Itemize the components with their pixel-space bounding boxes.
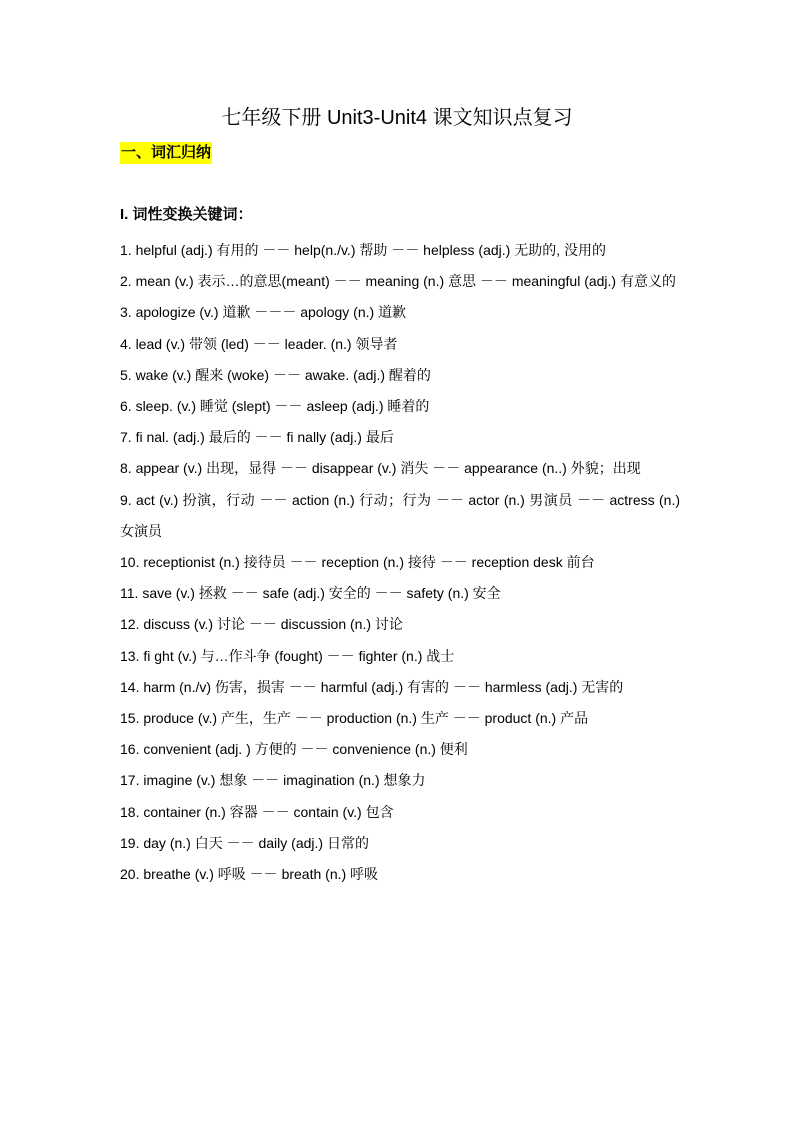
list-item: 11. save (v.) 拯救 －－ safe (adj.) 安全的 －－ safety (n.) 安全 [120, 585, 501, 602]
document-title: 七年级下册 Unit3-Unit4 课文知识点复习 [221, 107, 573, 129]
list-item: 16. convenient (adj. ) 方便的 －－ convenience (n.) 便利 [120, 741, 468, 758]
list-item: 3. apologize (v.) 道歉 －－－ apology (n.) 道歉 [120, 304, 407, 321]
list-item: 1. helpful (adj.) 有用的 －－ help(n./v.) 帮助 －－ helpless (adj.) 无助的, 没用的 [120, 242, 606, 258]
list-item: 15. produce (v.) 产生，生产 －－ production (n.) 生产 －－ product (n.) 产品 [120, 710, 589, 727]
section-heading-vocabulary: 一、词汇归纳 [120, 142, 212, 164]
list-item: 12. discuss (v.) 讨论 －－ discussion (n.) 讨论 [120, 616, 403, 633]
list-item: 9. act (v.) 扮演，行动 －－ action (n.) 行动；行为 －－ actor (n.) 男演员 －－ actress (n.) 女演员 [120, 491, 680, 539]
list-item: 6. sleep. (v.) 睡觉 (slept) －－ asleep (adj.) 睡着的 [120, 398, 430, 415]
list-item: 13. fi ght (v.) 与…作斗争 (fought) －－ fighter (n.) 战士 [120, 647, 455, 664]
list-item: 19. day (n.) 白天 －－ daily (adj.) 日常的 [120, 834, 369, 851]
list-item: 10. receptionist (n.) 接待员 －－ reception (n.) 接待 －－ reception desk 前台 [120, 554, 595, 571]
list-item: 7. fi nal. (adj.) 最后的 －－ fi nally (adj.) 最后 [120, 429, 394, 446]
list-item: 8. appear (v.) 出现，显得 －－ disappear (v.) 消失 －－ appearance (n..) 外貌；出现 [120, 460, 641, 477]
list-item: 18. container (n.) 容器 －－ contain (v.) 包含 [120, 803, 394, 820]
sub-heading-word-forms: I. 词性变换关键词： [120, 206, 253, 223]
list-item: 4. lead (v.) 带领 (led) －－ leader. (n.) 领导者 [120, 335, 398, 352]
list-item: 2. mean (v.) 表示…的意思(meant) －－ meaning (n.) 意思 －－ meaningful (adj.) 有意义的 [120, 273, 676, 290]
list-item: 20. breathe (v.) 呼吸 －－ breath (n.) 呼吸 [120, 866, 379, 883]
list-item: 17. imagine (v.) 想象 －－ imagination (n.) 想象力 [120, 772, 426, 789]
vocabulary-list [120, 235, 680, 890]
list-item: 5. wake (v.) 醒来 (woke) －－ awake. (adj.) 醒着的 [120, 366, 431, 383]
list-item: 14. harm (n./v) 伤害，损害 －－ harmful (adj.) 有害的 －－ harmless (adj.) 无害的 [120, 678, 624, 695]
